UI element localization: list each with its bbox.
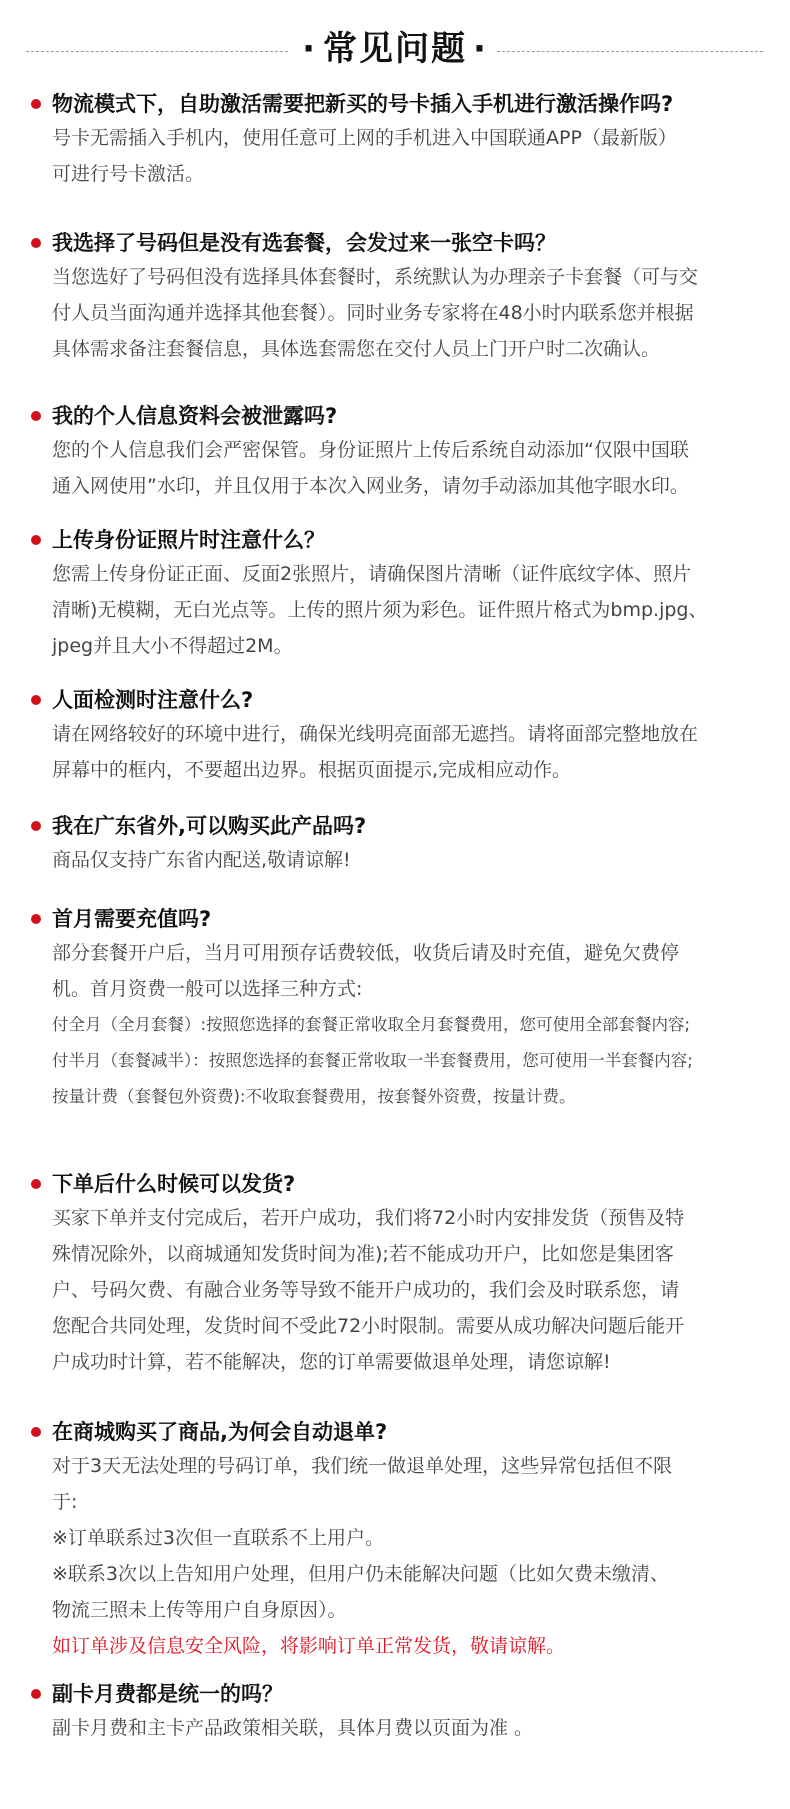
faq-item-id-photo: [28, 524, 768, 664]
bullet-dot-icon: [31, 99, 41, 109]
question-text: 首月需要充值吗?: [52, 907, 212, 931]
answer-line: 物流三照未上传等用户自身原因）。: [52, 1599, 347, 1621]
answer-line: 通入网使用”水印，并且仅用于本次入网业务，请勿手动添加其他字眼水印。: [52, 475, 689, 497]
answer-line: 您的个人信息我们会严密保管。身份证照片上传后系统自动添加“仅限中国联: [52, 439, 689, 461]
faq-question: [28, 227, 768, 259]
faq-item-outside-guangdong: [28, 810, 768, 878]
answer-line: 当您选好了号码但没有选择具体套餐时，系统默认为办理亲子卡套餐（可与交: [52, 266, 699, 288]
question-text: 副卡月费都是统一的吗？: [52, 1682, 283, 1706]
header-divider-right: [497, 51, 763, 52]
question-text: 物流模式下，自助激活需要把新买的号卡插入手机进行激活操作吗?: [52, 92, 674, 116]
warning-notice: 如订单涉及信息安全风险，将影响订单正常发货，敬请谅解。: [52, 1635, 566, 1657]
question-text: 人面检测时注意什么?: [52, 688, 254, 712]
question-text: 下单后什么时候可以发货?: [52, 1172, 296, 1196]
faq-item-privacy: [28, 400, 768, 504]
answer-line: jpeg并且大小不得超过2M。: [52, 635, 293, 657]
bullet-dot-icon: [31, 695, 41, 705]
faq-question: [28, 1168, 768, 1200]
answer-line: 于:: [52, 1491, 78, 1513]
answer-line: 具体需求备注套餐信息，具体选套需您在交付人员上门开户时二次确认。: [52, 338, 661, 360]
answer-line: 您配合共同处理，发货时间不受此72小时限制。需要从成功解决问题后能开: [52, 1315, 685, 1337]
answer-line: ※订单联系过3次但一直联系不上用户。: [52, 1527, 385, 1549]
answer-line: 号卡无需插入手机内，使用任意可上网的手机进入中国联通APP（最新版）: [52, 127, 677, 149]
faq-item-auto-refund: [28, 1416, 768, 1664]
answer-line: 可进行号卡激活。: [52, 163, 205, 185]
faq-item-activation: [28, 88, 768, 192]
title-text: 常见问题: [323, 29, 467, 69]
bullet-dot-icon: [31, 238, 41, 248]
bullet-dot-icon: [31, 821, 41, 831]
faq-question: [28, 524, 768, 556]
faq-item-face-check: [28, 684, 768, 788]
question-text: 我的个人信息资料会被泄露吗?: [52, 404, 338, 428]
answer-line: 副卡月费和主卡产品政策相关联，具体月费以页面为准 。: [52, 1717, 534, 1739]
answer-line: 屏幕中的框内，不要超出边界。根据页面提示,完成相应动作。: [52, 759, 572, 781]
faq-header: [0, 18, 790, 78]
faq-question: [28, 810, 768, 842]
bullet-dot-icon: [31, 411, 41, 421]
faq-question: [28, 1416, 768, 1448]
answer-line: 机。首月资费一般可以选择三种方式:: [52, 978, 363, 1000]
title-dot-left: ·: [302, 29, 317, 69]
page-title: [0, 24, 790, 74]
faq-question: [28, 903, 768, 935]
answer-line: 清晰)无模糊，无白光点等。上传的照片须为彩色。证件照片格式为bmp.jpg、: [52, 599, 708, 621]
bullet-dot-icon: [31, 1427, 41, 1437]
question-text: 我选择了号码但是没有选套餐，会发过来一张空卡吗？: [52, 231, 556, 255]
answer-line: 对于3天无法处理的号码订单，我们统一做退单处理，这些异常包括但不限: [52, 1455, 673, 1477]
title-dot-right: ·: [473, 29, 488, 69]
answer-detail-line: 付半月（套餐减半）：按照您选择的套餐正常收取一半套餐费用，您可使用一半套餐内容;: [52, 1051, 693, 1070]
question-text: 在商城购买了商品,为何会自动退单?: [52, 1420, 388, 1444]
answer-line: 付人员当面沟通并选择其他套餐）。同时业务专家将在48小时内联系您并根据: [52, 302, 694, 324]
answer-detail-line: 付全月（全月套餐）:按照您选择的套餐正常收取全月套餐费用，您可使用全部套餐内容;: [52, 1015, 691, 1034]
bullet-dot-icon: [31, 1179, 41, 1189]
question-text: 我在广东省外,可以购买此产品吗?: [52, 814, 367, 838]
answer-line: 您需上传身份证正面、反面2张照片，请确保图片清晰（证件底纹字体、照片: [52, 563, 692, 585]
faq-question: [28, 1678, 768, 1710]
bullet-dot-icon: [31, 535, 41, 545]
faq-item-secondary-card-fee: [28, 1678, 768, 1746]
faq-question: [28, 684, 768, 716]
bullet-dot-icon: [31, 914, 41, 924]
bullet-dot-icon: [31, 1689, 41, 1699]
answer-line: ※联系3次以上告知用户处理，但用户仍未能解决问题（比如欠费未缴清、: [52, 1563, 670, 1585]
answer-line: 户、号码欠费、有融合业务等导致不能开户成功的，我们会及时联系您，请: [52, 1279, 680, 1301]
answer-line: 商品仅支持广东省内配送,敬请谅解!: [52, 849, 351, 871]
answer-line: 买家下单并支付完成后，若开户成功，我们将72小时内安排发货（预售及特: [52, 1207, 685, 1229]
answer-line: 户成功时计算，若不能解决，您的订单需要做退单处理，请您谅解!: [52, 1351, 611, 1373]
faq-question: [28, 400, 768, 432]
faq-item-shipping: [28, 1168, 768, 1380]
faq-item-empty-card: [28, 227, 768, 367]
answer-line: 请在网络较好的环境中进行，确保光线明亮面部无遮挡。请将面部完整地放在: [52, 723, 699, 745]
faq-question: [28, 88, 768, 120]
answer-detail-line: 按量计费（套餐包外资费):不收取套餐费用，按套餐外资费，按量计费。: [52, 1087, 576, 1106]
answer-line: 部分套餐开户后，当月可用预存话费较低，收货后请及时充值，避免欠费停: [52, 942, 680, 964]
answer-line: 殊情况除外，以商城通知发货时间为准);若不能成功开户，比如您是集团客: [52, 1243, 674, 1265]
faq-item-first-month: [28, 903, 768, 1115]
question-text: 上传身份证照片时注意什么？: [52, 528, 325, 552]
